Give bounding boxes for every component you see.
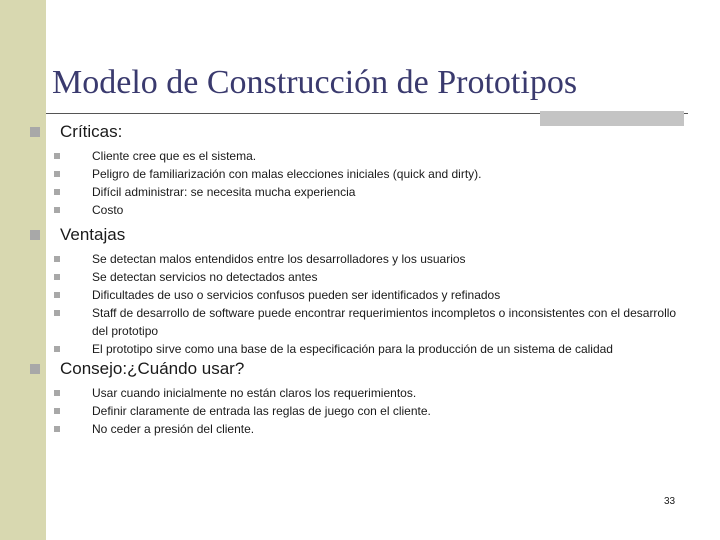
list-item (54, 147, 688, 165)
bullet-list (54, 384, 688, 438)
section-heading-row (30, 121, 688, 143)
list-item-text: Cliente cree que es el sistema. (92, 149, 257, 163)
square-bullet-icon (54, 346, 60, 352)
slide-title: Modelo de Construcción de Prototipos (52, 64, 578, 101)
list-item (54, 402, 688, 420)
section-heading-row (30, 358, 688, 380)
section-heading-row (30, 224, 688, 246)
square-bullet-icon (54, 207, 60, 213)
list-item-text: Se detectan servicios no detectados antes (92, 270, 318, 284)
bullet-list (54, 250, 688, 358)
square-bullet-icon (54, 153, 60, 159)
square-bullet-icon (54, 310, 60, 316)
list-item (54, 201, 688, 219)
section-heading: Críticas: (60, 122, 123, 141)
square-bullet-icon (30, 127, 40, 137)
list-item-text: Se detectan malos entendidos entre los desarrolladores y los usuarios (92, 252, 466, 266)
list-item (54, 420, 688, 438)
list-item-text: No ceder a presión del cliente. (92, 422, 255, 436)
section-heading: Consejo:¿Cuándo usar? (60, 359, 245, 378)
square-bullet-icon (54, 274, 60, 280)
section-criticas (30, 121, 688, 219)
list-item (54, 384, 688, 402)
square-bullet-icon (54, 426, 60, 432)
square-bullet-icon (54, 292, 60, 298)
square-bullet-icon (54, 256, 60, 262)
list-item-text: Peligro de familiarización con malas elecciones iniciales (quick and dirty). (92, 167, 482, 181)
list-item-text: El prototipo sirve como una base de la especificación para la producción de un sistema de calidad (92, 342, 613, 356)
square-bullet-icon (54, 408, 60, 414)
list-item (54, 340, 688, 358)
list-item (54, 286, 688, 304)
section-heading: Ventajas (60, 225, 126, 244)
list-item-text: Dificultades de uso o servicios confusos pueden ser identificados y refinados (92, 288, 501, 302)
square-bullet-icon (54, 171, 60, 177)
section-consejo (30, 358, 688, 438)
section-ventajas (30, 224, 688, 358)
square-bullet-icon (54, 390, 60, 396)
square-bullet-icon (30, 364, 40, 374)
list-item (54, 165, 688, 183)
bullet-list (54, 147, 688, 219)
list-item (54, 183, 688, 201)
list-item-text: Difícil administrar: se necesita mucha experiencia (92, 185, 356, 199)
square-bullet-icon (54, 189, 60, 195)
list-item (54, 268, 688, 286)
list-item-text: Costo (92, 203, 124, 217)
page-number: 33 (664, 496, 676, 507)
list-item-text: Usar cuando inicialmente no están claros los requerimientos. (92, 386, 417, 400)
square-bullet-icon (30, 230, 40, 240)
list-item (54, 250, 688, 268)
list-item (54, 304, 688, 340)
list-item-text: Staff de desarrollo de software puede encontrar requerimientos incompletos o inconsistentes con el desarrollo del prototipo (92, 306, 677, 338)
list-item-text: Definir claramente de entrada las reglas de juego con el cliente. (92, 404, 431, 418)
